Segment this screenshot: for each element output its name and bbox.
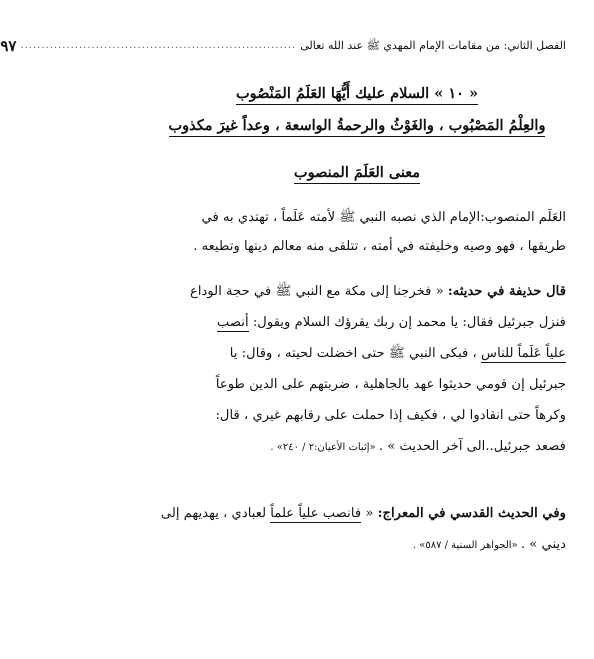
page-number: ٩٧	[0, 37, 17, 55]
quote-text: ديني » .	[520, 537, 566, 552]
quote-text: ، فبكى النبي ﷺ حتى اخضلت لحيته ، وقال: يا	[229, 346, 482, 361]
paragraph-line: جبرئيل إن قومي حديثوا عهد بالجاهلية ، ضربتهم على الدين طوعاً	[215, 377, 566, 392]
paragraph-line	[148, 529, 566, 560]
underlined-phrase: أنصب	[216, 315, 249, 330]
paragraph-hudhayfa-hadith	[148, 276, 566, 462]
quote-text: « فخرجنا إلى مكة مع النبي ﷺ في حجة الوداع	[189, 284, 448, 299]
paragraph-line	[148, 276, 566, 307]
paragraph-definition	[148, 203, 566, 261]
paragraph-line	[148, 431, 566, 462]
sub-heading	[148, 164, 566, 181]
quote-text: فصعد جبرئيل..الى آخر الحديث » .	[378, 439, 566, 454]
speaker-label: وفي الحديث القدسي في المعراج:	[377, 506, 566, 521]
running-header	[0, 36, 566, 56]
section-heading-line-1	[148, 85, 566, 102]
quote-text: «	[361, 506, 378, 521]
chapter-title: الفصل الثاني: من مقامات الإمام المهدي ﷺ عند الله تعالى	[300, 39, 566, 52]
quote-text: لعبادي ، يهديهم إلى	[160, 506, 271, 521]
source-reference: «إثبات الأعيان:٢ / ٢٤٠» .	[270, 442, 379, 453]
quote-text: فنزل جبرئيل فقال: يا محمد إن ربك يقرؤك السلام ويقول:	[248, 315, 566, 330]
paragraph-line: وكرهاً حتى انقادوا لي ، فكيف إذا حملت على رقابهم غيري ، قال:	[215, 408, 566, 423]
paragraph-line	[148, 307, 566, 338]
paragraph-line: طريقها ، فهو وصيه وخليفته في أمته ، تتلقى منه معالم دينها وتطيعه .	[193, 239, 566, 254]
underlined-phrase: علياً عَلَماً للناس	[481, 346, 566, 361]
paragraph-line	[148, 498, 566, 529]
section-heading-line-2	[148, 117, 566, 134]
paragraph-line: العَلَم المنصوب:الإمام الذي نصبه النبي ﷺ لأمته عَلَماً ، تهتدي به في	[201, 210, 566, 225]
heading-text-2: والعِلْمُ المَصْبُوب ، والغَوْثُ والرحمةُ الواسعة ، وعداً غيرَ مكذوب	[169, 117, 546, 137]
leader-dots: ..................................................................	[20, 40, 297, 51]
sub-heading-text: معنى العَلَمَ المنصوب	[294, 164, 420, 184]
underlined-phrase: فانصب علياً علماً	[270, 506, 362, 521]
speaker-label: قال حذيفة في حديثه:	[447, 284, 566, 299]
heading-text-1: « ١٠ » السلام عليك أَيُّهَا العَلَمُ المَنْصُوب	[236, 85, 478, 105]
source-reference: «الجواهر السنية / ٥٨٧» .	[412, 540, 521, 551]
paragraph-line	[148, 338, 566, 369]
paragraph-qudsi-hadith	[148, 498, 566, 560]
